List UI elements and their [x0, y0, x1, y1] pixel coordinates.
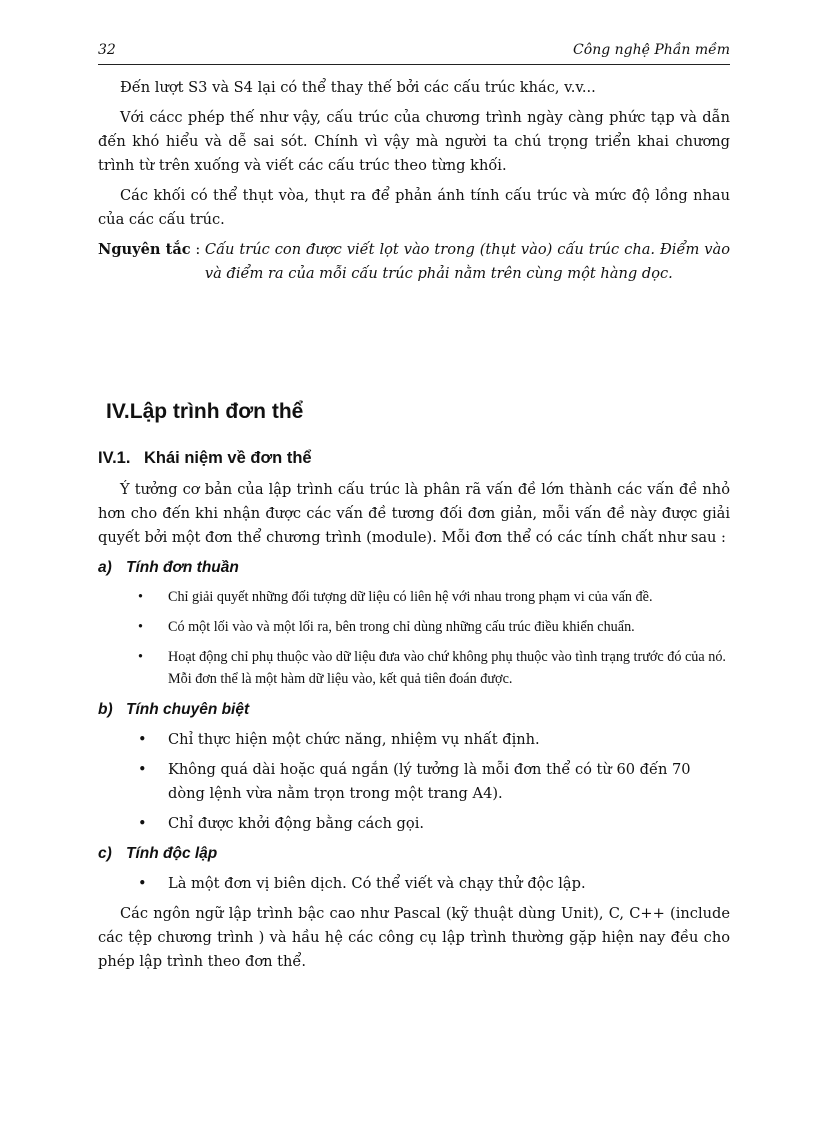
subsection-paragraph: Ý tưởng cơ bản của lập trình cấu trúc là phân rã vấn đề lớn thành các vấn đề nhỏ hơn cho đến khi nhận được các vấn đề tương đối đơn giản, mỗi vấn đề này được giải quyết bởi một đơn thể chương trình (module). Mỗi đơn thể có các tính chất như sau : — [98, 481, 730, 546]
bullet-icon: • — [138, 619, 143, 635]
property-title-b: Tính chuyên biệt — [126, 701, 250, 718]
list-item-text: Chỉ được khởi động bằng cách gọi. — [168, 815, 424, 832]
list-item-text: Là một đơn vị biên dịch. Có thể viết và chạy thử độc lập. — [168, 875, 586, 892]
principle-block — [98, 238, 730, 286]
property-heading-c — [98, 842, 730, 866]
list-item — [98, 872, 730, 896]
bullet-icon: • — [138, 815, 147, 832]
property-letter-c: c) — [98, 845, 112, 862]
list-item-text: Chỉ thực hiện một chức năng, nhiệm vụ nhất định. — [168, 731, 540, 748]
bullet-icon: • — [138, 589, 143, 605]
list-item — [98, 586, 730, 608]
principle-separator: : — [190, 241, 205, 258]
subsection-number: IV.1. — [98, 449, 131, 467]
bullet-icon: • — [138, 875, 147, 892]
bullet-icon: • — [138, 731, 147, 748]
property-heading-b — [98, 698, 730, 722]
property-list-a — [98, 586, 730, 690]
closing-paragraph: Các ngôn ngữ lập trình bậc cao như Pascal (kỹ thuật dùng Unit), C, C++ (include các tệp chương trình ) và hầu hệ các công cụ lập trình thường gặp hiện nay đều cho phép lập trình theo đơn thể. — [98, 905, 730, 970]
subsection-title: Khái niệm về đơn thể — [144, 449, 312, 467]
list-item-text: Không quá dài hoặc quá ngắn (lý tưởng là mỗi đơn thể có từ 60 đến 70 dòng lệnh vừa nằm trọn trong một trang A4). — [168, 761, 691, 802]
list-item-text: Hoạt động chỉ phụ thuộc vào dữ liệu đưa vào chứ không phụ thuộc vào tình trạng trước đó của nó. Mỗi đơn thể là một hàm dữ liệu vào, kết quả tiên đoán được. — [168, 649, 726, 687]
list-item — [98, 728, 730, 752]
bullet-icon: • — [138, 649, 143, 665]
list-item — [98, 616, 730, 638]
principle-label: Nguyên tắc — [98, 241, 191, 258]
property-heading-a — [98, 556, 730, 580]
list-item-text: Có một lối vào và một lối ra, bên trong chỉ dùng những cấu trúc điều khiển chuẩn. — [168, 619, 635, 635]
property-list-b — [98, 728, 730, 836]
list-item-text: Chỉ giải quyết những đối tượng dữ liệu có liên hệ với nhau trong phạm vi của vấn đề. — [168, 589, 653, 605]
section-heading: IV.Lập trình đơn thể — [106, 400, 304, 423]
page-header — [98, 42, 730, 65]
page-number: 32 — [98, 42, 116, 58]
intro-paragraph-3: Các khối có thể thụt vòa, thụt ra để phản ánh tính cấu trúc và mức độ lồng nhau của các cấu trúc. — [98, 187, 730, 228]
list-item — [98, 812, 730, 836]
property-letter-a: a) — [98, 559, 112, 576]
list-item — [98, 758, 730, 806]
list-item — [98, 646, 730, 690]
page-body — [98, 76, 730, 980]
property-title-a: Tính đơn thuần — [126, 559, 239, 576]
property-list-c — [98, 872, 730, 896]
property-title-c: Tính độc lập — [126, 845, 218, 862]
intro-paragraph-1: Đến lượt S3 và S4 lại có thể thay thế bởi các cấu trúc khác, v.v... — [120, 79, 596, 96]
book-title: Công nghệ Phần mềm — [573, 42, 730, 58]
principle-text: Cấu trúc con được viết lọt vào trong (thụt vào) cấu trúc cha. Điểm vào và điểm ra của mỗi cấu trúc phải nằm trên cùng một hàng dọc. — [204, 241, 730, 282]
intro-paragraph-2: Với cácc phép thế như vậy, cấu trúc của chương trình ngày càng phức tạp và dẫn đến khó hiểu và dễ sai sót. Chính vì vậy mà người ta chú trọng triển khai chương trình từ trên xuống và viết các cấu trúc theo từng khối. — [98, 109, 730, 174]
bullet-icon: • — [138, 761, 147, 778]
subsection-heading — [98, 446, 730, 470]
property-letter-b: b) — [98, 701, 113, 718]
